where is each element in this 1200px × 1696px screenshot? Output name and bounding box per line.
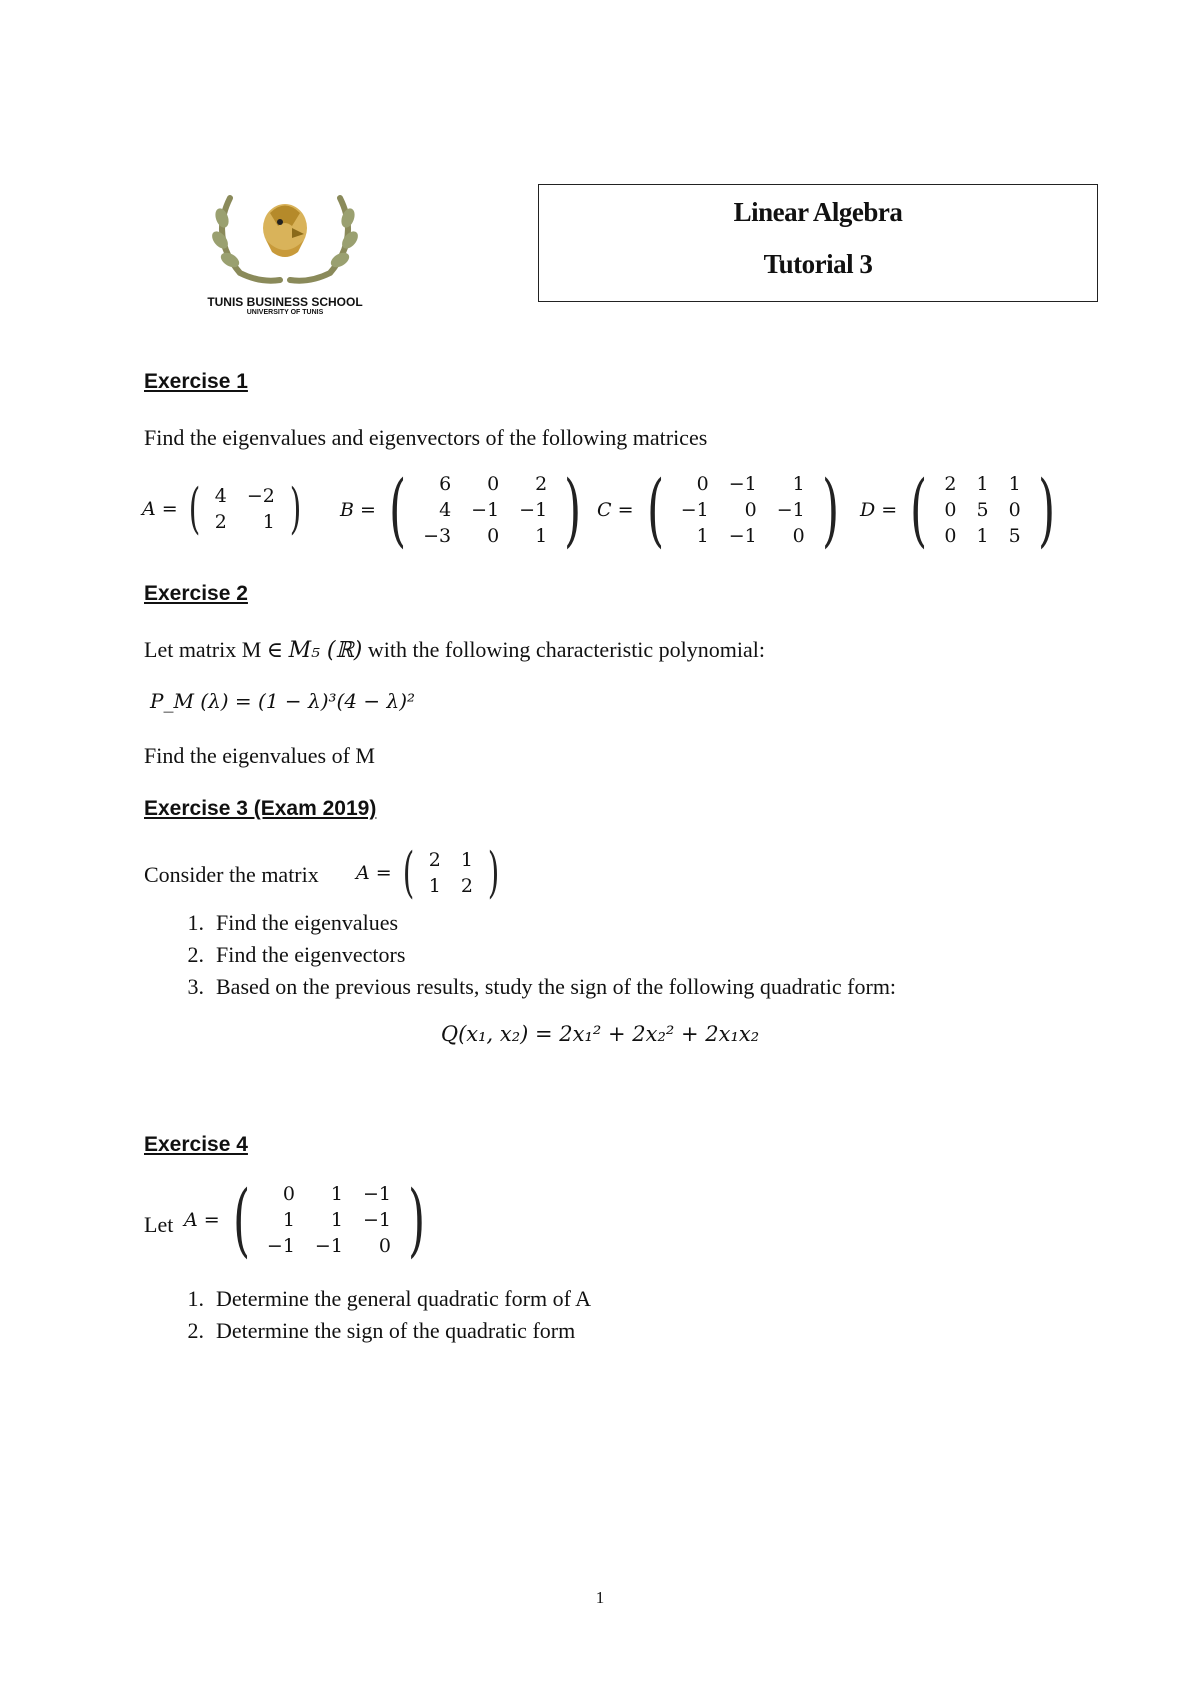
- matrix-cell: 4: [439, 499, 452, 521]
- item-text: Determine the general quadratic form of A: [216, 1286, 592, 1311]
- matrix-c-cells: [671, 473, 815, 547]
- title-box: [538, 184, 1098, 302]
- matrix-cell: 1: [976, 525, 989, 547]
- matrix-cells: [419, 849, 483, 897]
- matrix-cell: 0: [792, 525, 805, 547]
- matrix-cell: 2: [428, 849, 441, 871]
- laurel-eagle-emblem: [200, 188, 370, 288]
- matrix-a-ex3: A = ( 2 1 1 2 ): [356, 841, 500, 904]
- course-title: Linear Algebra: [733, 197, 903, 227]
- matrix-cell: 1: [282, 1209, 295, 1231]
- matrix-cell: 1: [535, 525, 548, 547]
- matrix-cell: 1: [1008, 473, 1021, 495]
- item-text: Find the eigenvalues: [216, 910, 399, 935]
- exercise4-statement: Let: [144, 1212, 174, 1237]
- matrix-cell: −3: [423, 525, 452, 547]
- matrix-cell: 2: [944, 473, 957, 495]
- matrix-cell: −1: [728, 473, 757, 495]
- item-number: 2.: [187, 942, 204, 967]
- matrix-cell: 0: [944, 499, 957, 521]
- matrix-b: B = ( 6 0 2 4 −1 −1 −3 0 1 ): [340, 463, 582, 556]
- matrix-label: C =: [597, 499, 634, 521]
- item-number: 3.: [187, 974, 204, 999]
- exercise3-statement: Consider the matrix: [144, 862, 319, 887]
- matrix-cell: 5: [976, 499, 989, 521]
- matrix-a-cells: [205, 485, 285, 533]
- exercise1-instruction: Find the eigenvalues and eigenvectors of the following matrices: [144, 425, 708, 450]
- matrix-cell: −1: [314, 1235, 343, 1257]
- matrix-cell: 0: [487, 525, 500, 547]
- matrix-label: D =: [860, 499, 898, 521]
- matrix-cell: −1: [680, 499, 709, 521]
- logo-subtext: UNIVERSITY OF TUNIS: [246, 309, 324, 316]
- exercise1-heading: Exercise 1: [144, 370, 248, 393]
- matrix-cell: −1: [362, 1183, 391, 1205]
- matrix-cell: 2: [460, 875, 473, 897]
- item-text: Find the eigenvectors: [216, 942, 406, 967]
- exercise4-heading: Exercise 4: [144, 1133, 248, 1156]
- matrix-cell: 0: [1008, 499, 1021, 521]
- matrix-c: C = ( 0 −1 1 −1 0 −1 1 −1 0 ): [597, 463, 839, 556]
- statement-set: M₅ (ℝ): [288, 638, 363, 663]
- matrix-label: A =: [142, 498, 178, 520]
- exercise2-statement: [144, 637, 765, 663]
- quadratic-form-equation: Q(x₁, x₂) = 2x₁² + 2x₂² + 2x₁x₂: [440, 1022, 760, 1046]
- matrix-cell: 1: [330, 1209, 343, 1231]
- exercise3-heading: Exercise 3 (Exam 2019): [144, 797, 377, 820]
- matrix-cell: −2: [246, 485, 275, 507]
- page-number: 1: [595, 1588, 605, 1607]
- exercise2-heading: Exercise 2: [144, 582, 248, 605]
- matrix-cell: −1: [776, 499, 805, 521]
- item-text: Determine the sign of the quadratic form: [216, 1318, 576, 1343]
- matrix-cell: −1: [519, 499, 548, 521]
- matrix-label: B =: [340, 499, 376, 521]
- matrix-cell: 0: [696, 473, 709, 495]
- school-logo: [200, 188, 370, 316]
- matrix-cell: 1: [792, 473, 805, 495]
- item-number: 1.: [187, 1286, 204, 1311]
- matrix-a-ex4: A = ( 0 1 −1 1 1 −1 −1 −1 0 ): [184, 1173, 426, 1266]
- tutorial-title: Tutorial 3: [763, 249, 873, 279]
- matrix-cell: 6: [439, 473, 452, 495]
- exercise2-question: Find the eigenvalues of M: [144, 743, 375, 768]
- matrix-cell: −1: [362, 1209, 391, 1231]
- matrix-label: A =: [184, 1209, 220, 1231]
- matrix-cell: −1: [471, 499, 500, 521]
- matrix-cell: 0: [282, 1183, 295, 1205]
- matrix-cell: 1: [428, 875, 441, 897]
- matrix-cell: 0: [744, 499, 757, 521]
- matrix-cell: 0: [487, 473, 500, 495]
- matrix-d-cells: [934, 473, 1030, 547]
- matrix-cell: 2: [214, 511, 227, 533]
- matrix-d: D = ( 2 1 1 0 5 0 0 1 5 ): [860, 463, 1055, 556]
- matrix-cell: 1: [460, 849, 473, 871]
- matrix-cell: 5: [1008, 525, 1021, 547]
- matrix-cell: 1: [262, 511, 275, 533]
- matrix-cell: 1: [976, 473, 989, 495]
- matrix-cell: 1: [696, 525, 709, 547]
- characteristic-polynomial: P_M (λ) = (1 − λ)³(4 − λ)²: [150, 689, 416, 713]
- matrix-cells: [257, 1183, 401, 1257]
- logo-text: TUNIS BUSINESS SCHOOL: [207, 295, 363, 309]
- matrix-b-cells: [413, 473, 557, 547]
- matrix-cell: 4: [214, 485, 227, 507]
- item-number: 1.: [187, 910, 204, 935]
- item-text: Based on the previous results, study the sign of the following quadratic form:: [216, 974, 897, 999]
- statement-suffix: with the following characteristic polynomial:: [362, 637, 766, 662]
- matrix-cell: −1: [728, 525, 757, 547]
- item-number: 2.: [187, 1318, 204, 1343]
- matrix-label: A =: [356, 862, 392, 884]
- statement-prefix: Let matrix M ∈: [144, 637, 289, 662]
- matrix-a: A = ( 4 −2 2 1 ): [142, 477, 302, 540]
- matrix-cell: 0: [944, 525, 957, 547]
- matrix-cell: −1: [266, 1235, 295, 1257]
- matrix-cell: 1: [330, 1183, 343, 1205]
- matrix-cell: 2: [535, 473, 548, 495]
- matrix-cell: 0: [378, 1235, 391, 1257]
